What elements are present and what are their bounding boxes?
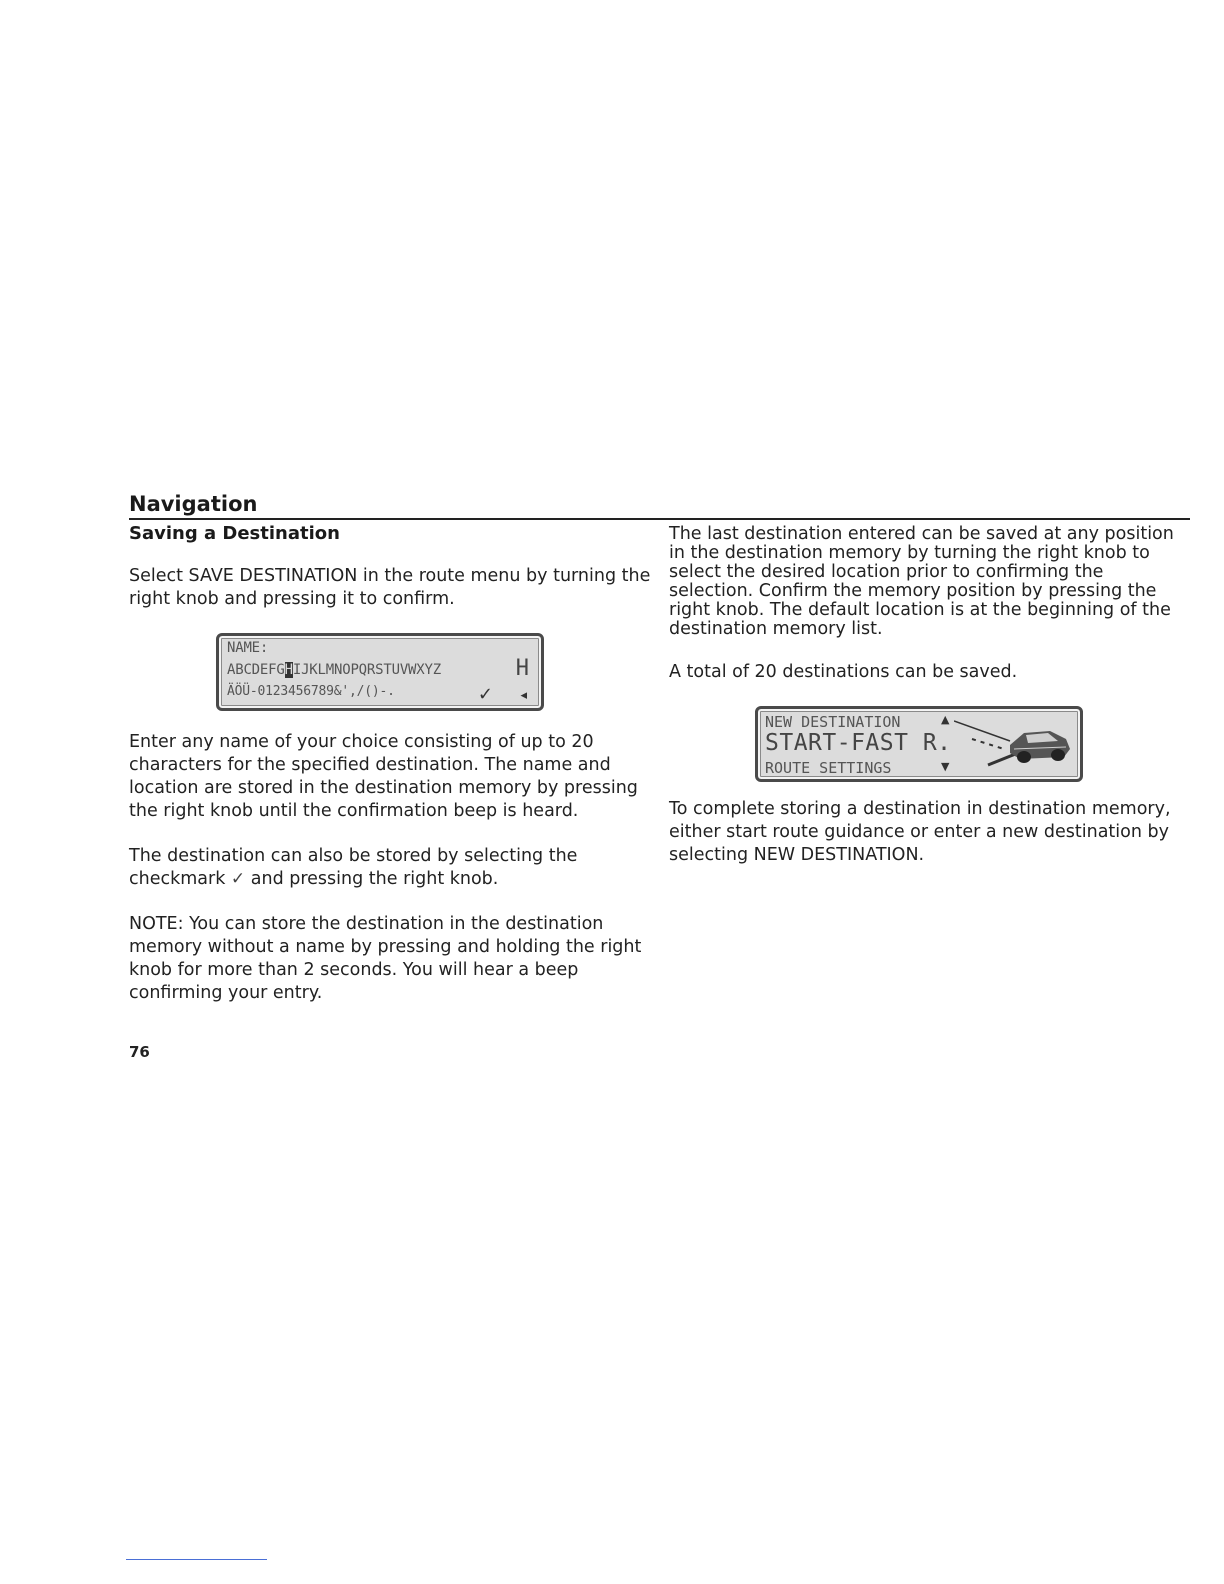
complete-storing-paragraph: To complete storing a destination in destination memory, either start route guidance or enter a new destination by selecting NEW DESTINATION. bbox=[669, 799, 1171, 865]
checkmark-text-after: and pressing the right knob. bbox=[250, 869, 499, 889]
checkmark-paragraph bbox=[129, 845, 651, 891]
scroll-up-icon: ▲ bbox=[941, 713, 950, 726]
symbols-row: ÄÖÜ-0123456789&',/()-. bbox=[227, 684, 395, 699]
last-destination-paragraph: The last destination entered can be saved at any position in the destination memory by turning the right knob to select the desired location prior to confirming the selection. Confirm the memory position by pressing the right knob. The default location is at the beginning of the destination memory list. bbox=[669, 524, 1174, 639]
footer-link-underline bbox=[126, 1559, 267, 1560]
left-column bbox=[129, 523, 651, 1027]
right-column bbox=[669, 525, 1190, 889]
total-paragraph: A total of 20 destinations can be saved. bbox=[669, 662, 1018, 682]
destination-menu-display bbox=[755, 706, 1083, 782]
alphabet-row bbox=[227, 662, 441, 678]
menu-item-new-destination: NEW DESTINATION bbox=[765, 713, 901, 731]
intro-paragraph: Select SAVE DESTINATION in the route menu by turning the right knob and pressing it to confirm. bbox=[129, 566, 651, 609]
alphabet-after-cursor: IJKLMNOPQRSTUVWXYZ bbox=[292, 662, 441, 678]
section-divider bbox=[129, 518, 1190, 520]
car-icon bbox=[954, 719, 1074, 769]
subheading: Saving a Destination bbox=[129, 523, 340, 544]
name-entry-display bbox=[216, 633, 544, 711]
checkmark-icon: ✓ bbox=[230, 869, 246, 889]
alphabet-before-cursor: ABCDEFG bbox=[227, 662, 285, 678]
note-paragraph: NOTE: You can store the destination in the destination memory without a name by pressing and holding the right knob for more than 2 seconds. You will hear a beep confirming your entry. bbox=[129, 914, 642, 1003]
enter-name-paragraph: Enter any name of your choice consisting of up to 20 characters for the specified destination. The name and location are stored in the destination memory by pressing the right knob until the confirmation beep is heard. bbox=[129, 732, 638, 821]
checkmark-text-before: The destination can also be stored by selecting the checkmark bbox=[129, 846, 578, 889]
check-icon: ✓ bbox=[477, 684, 493, 705]
menu-item-route-settings: ROUTE SETTINGS bbox=[765, 759, 892, 777]
selected-letter: H bbox=[515, 656, 529, 681]
page-number: 76 bbox=[129, 1043, 150, 1061]
menu-item-current-destination: START-FAST R. bbox=[765, 730, 952, 756]
letter-cursor: H bbox=[284, 662, 293, 678]
section-title: Navigation bbox=[129, 492, 258, 516]
scroll-down-icon: ▼ bbox=[941, 760, 950, 773]
name-label: NAME: bbox=[227, 640, 269, 656]
back-arrow-icon: ◂ bbox=[520, 688, 527, 703]
